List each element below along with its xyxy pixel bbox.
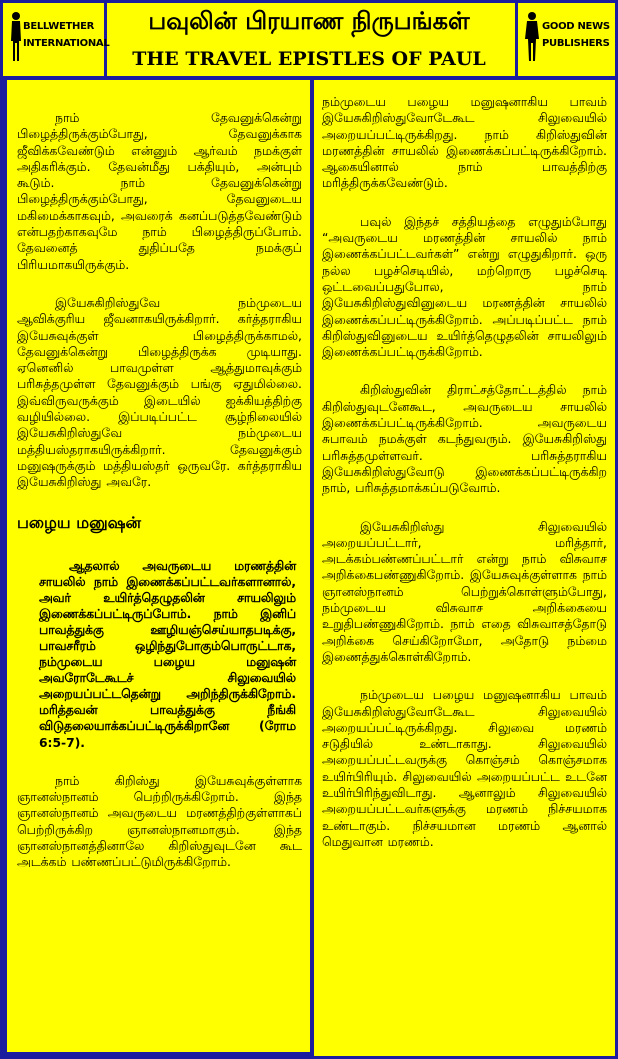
logo-line2: INTERNATIONAL (23, 38, 110, 49)
logo-text-left (23, 21, 109, 50)
paragraph: இயேசுகிறிஸ்துவே நம்முடைய ஆவிக்குரிய ஜீவனாகயிருக்கிறார். கர்த்தராகிய இயேசுவுக்குள் பிழைத்திருக்காமல், தேவனுக்கென்று பிழைத்திருக்க முடியாது. ஏனெனில் பாவமுள்ள ஆத்துமாவுக்கும் பரிசுத்தமுள்ள தேவனுக்கும் பங்கு ஏதுமில்லை. இவ்விருவருக்கும் இடையில் ஐக்கியத்திற்கு வழியில்லை. இப்படிப்பட்ட சூழ்நிலையில் இயேசுகிறிஸ்துவே நம்முடைய மத்தியஸ்தராகயிருக்கிறார். தேவனுக்கும் மனுஷருக்கும் மத்தியஸ்தர் ஒருவரே. கர்த்தராகிய இயேசுகிறிஸ்து அவரே. (17, 294, 302, 490)
title-english: THE TRAVEL EPISTLES OF PAUL (132, 48, 486, 70)
paragraph: நம்முடைய பழைய மனுஷனாகிய பாவம் இயேசுகிறிஸ்துவோடேகூட சிலுவையில் அறையப்பட்டிருக்கிறது. நாம் கிறிஸ்துவின் மரணத்தின் சாயலில் இணைக்கப்பட்டிருக்கிறோம். ஆகையினால் நாம் பாவத்திற்கு மரித்திருக்கவேண்டும். (322, 94, 607, 191)
logo-line2: PUBLISHERS (542, 38, 610, 49)
good-news-logo (515, 3, 615, 76)
right-column (314, 80, 615, 1056)
scripture-quote: ஆதலால் அவருடைய மரணத்தின் சாயலில் நாம் இணைக்கப்பட்டவர்களானால், அவர் உயிர்த்தெழுதலின் சாயலிலும் இணைக்கப்பட்டிருப்போம். நாம் இனிப் பாவத்துக்கு ஊழியஞ்செய்யாதபடிக்கு, பாவசரீரம் ஒழிந்துபோகும்பொருட்டாக, நம்முடைய பழைய மனுஷன் அவரோடேகூடச் சிலுவையில் அறையப்பட்டதென்று அறிந்திருக்கிறோம். மரித்தவன் பாவத்துக்கு நீங்கி விடுதலையாக்கப்பட்டிருக்கிறானே (ரோம 6:5-7). (39, 558, 296, 750)
left-column (3, 80, 314, 1056)
person-silhouette-icon (9, 11, 23, 63)
paragraph: நாம் கிறிஸ்து இயேசுவுக்குள்ளாக ஞானஸ்நானம் பெற்றிருக்கிறோம். இந்த ஞானஸ்நானம் அவருடைய மரணத்திற்குள்ளாகப் பெற்றிருக்கிற ஞானஸ்நானமாகும். இந்த ஞானஸ்நானத்தினாலே கிறிஸ்துவுடனே கூட அடக்கம் பண்ணப்பட்டுமிருக்கிறோம். (17, 772, 302, 870)
header (3, 3, 615, 80)
logo-line1: GOOD NEWS (542, 21, 610, 32)
bellwether-logo (3, 3, 110, 76)
paragraph: இயேசுகிறிஸ்து சிலுவையில் அறையப்பட்டார், மரித்தார், அடக்கம்பண்ணப்பட்டார் என்று நாம் விசுவாச அறிக்கைபண்ணுகிறோம். இயேசுவுக்குள்ளாக நாம் ஞானஸ்நானம் பெற்றுக்கொள்ளும்போது, நம்முடைய விசுவாச அறிக்கையை உறுதிபண்ணுகிறோம். நாம் எதை விசுவாசத்தோடு அறிக்கை செய்கிறோமோ, அதோடு நம்மை இணைத்துக்கொள்கிறோம். (322, 518, 607, 664)
title-tamil: பவுலின் பிரயாண நிருபங்கள் (148, 7, 470, 35)
paragraph: பவுல் இந்தச் சத்தியத்தை எழுதும்போது “அவருடைய மரணத்தின் சாயலில் நாம் இணைக்கப்பட்டவர்கள்” என்று எழுதுகிறார். ஒரு நல்ல பழச்செடியில், மற்றொரு பழச்செடி ஒட்டவைப்பதுபோல, நாம் இயேசுகிறிஸ்துவினுடைய மரணத்தின் சாயலில் இணைக்கப்பட்டிருக்கிறோம். அப்படிப்பட்ட நாம் கிறிஸ்துவினுடைய உயிர்த்தெழுதலின் சாயலிலும் இணைக்கப்பட்டிருக்கிறோம். (322, 213, 607, 360)
paragraph: நாம் தேவனுக்கென்று பிழைத்திருக்கும்போது, தேவனுக்காக ஜீவிக்கவேண்டும் என்னும் ஆர்வம் நமக்குள் அதிகரிக்கும். தேவன்மீது பக்தியும், அன்பும் கூடும். நாம் தேவனுக்கென்று பிழைத்திருக்கும்போது, தேவனுடைய மகிமைக்காகவும், அவரைக் கனப்படுத்தவேண்டும் என்பதற்காகவுமே நாம் பிழைத்திருப்போம். தேவனைத் துதிப்பதே நமக்குப் பிரியமாகயிருக்கும். (17, 110, 302, 272)
paragraph: நம்முடைய பழைய மனுஷனாகிய பாவம் இயேசுகிறிஸ்துவோடேகூட சிலுவையில் அறையப்பட்டிருக்கிறது. சிலுவை மரணம் சடுதியில் உண்டாகாது. சிலுவையில் அறையப்பட்டவருக்கு கொஞ்சம் கொஞ்சமாக உயிர்பிரியும். சிலுவையில் அறையப்பட்ட உடனே உயிர்பிரிந்துவிடாது. ஆனாலும் சிலுவையில் அறையப்பட்டவர்களுக்கு மரணம் நிச்சயமாக உண்டாகும். நிச்சயமான மரணம் ஆனால் மெதுவான மரணம். (322, 687, 607, 849)
section-title: பழைய மனுஷன் (17, 512, 142, 532)
paragraph: கிறிஸ்துவின் திராட்சத்தோட்டத்தில் நாம் கிறிஸ்துவுடனேகூட, அவருடைய சாயலில் இணைக்கப்பட்டிருக்கிறோம். அவருடைய சுபாவம் நமக்குள் கடந்துவரும். இயேசுகிறிஸ்து பரிசுத்தமுள்ளவர். பரிசுத்தராகிய இயேசுகிறிஸ்துவோடு இணைக்கப்பட்டிருக்கிற நாம், பரிசுத்தமாக்கப்படுவோம். (322, 382, 607, 496)
person-silhouette-icon (524, 11, 540, 63)
logo-text-right (542, 21, 610, 50)
logo-line1: BELLWETHER (23, 21, 95, 32)
